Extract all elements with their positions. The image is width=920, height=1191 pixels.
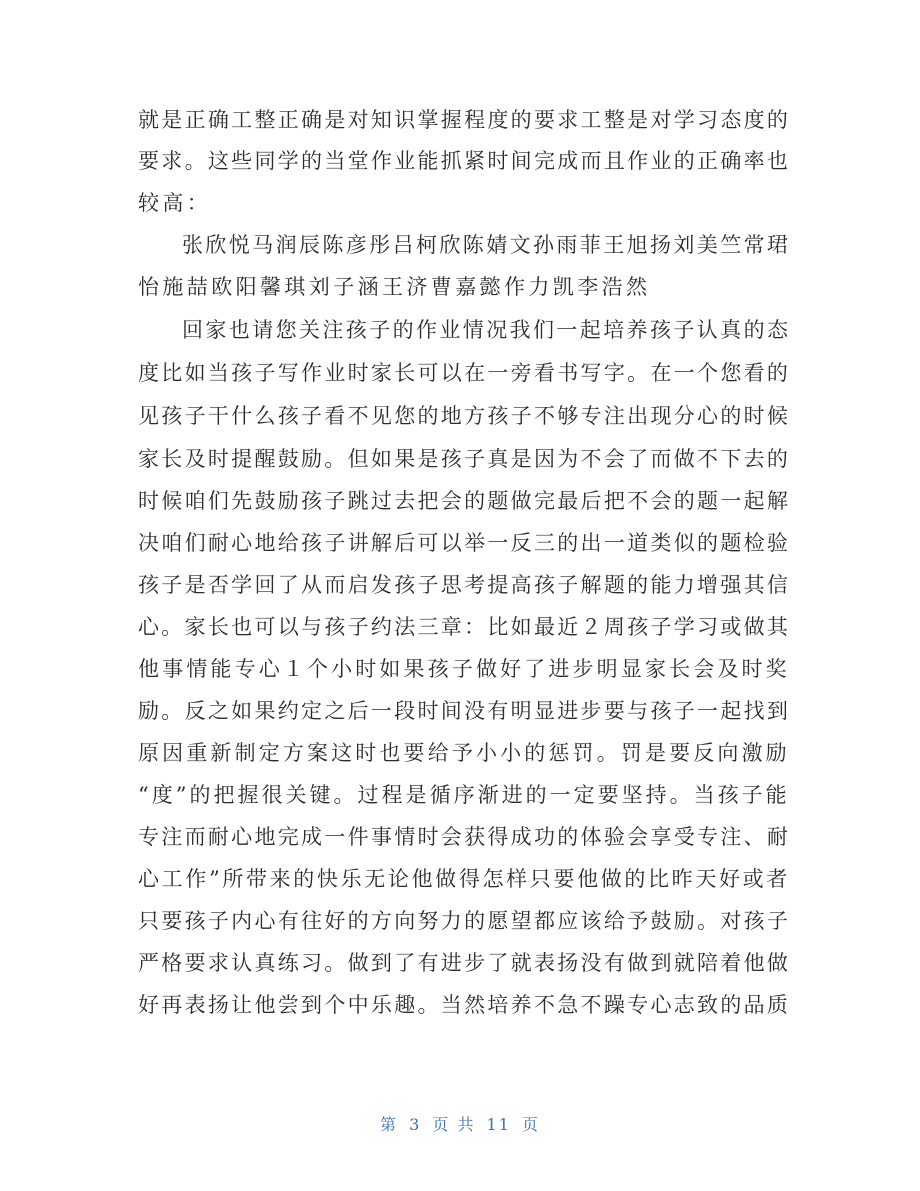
- text-line: 心。家长也可以与孩子约法三章：比如最近２周孩子学习或做其: [138, 615, 791, 639]
- text-line: 回家也请您关注孩子的作业情况我们一起培养孩子认真的态: [182, 318, 791, 342]
- text-line: 只要孩子内心有往好的方向努力的愿望都应该给予鼓励。对孩子: [138, 909, 791, 933]
- text-line: 家长及时提醒鼓励。但如果是孩子真是因为不会了而做不下去的: [138, 447, 791, 471]
- page-prefix: 第: [379, 1115, 398, 1134]
- text-line: 他事情能专心１个小时如果孩子做好了进步明显家长会及时奖: [138, 657, 790, 681]
- text-line: 见孩子干什么孩子看不见您的地方孩子不够专注出现分心的时候: [138, 404, 791, 428]
- text-line: 要求。这些同学的当堂作业能抓紧时间完成而且作业的正确率也: [138, 149, 791, 173]
- text-line: 决咱们耐心地给孩子讲解后可以举一反三的出一道类似的题检验: [138, 531, 791, 555]
- text-line: 较高：: [138, 191, 212, 215]
- text-line: 心工作”所带来的快乐无论他做得怎样只要他做的比昨天好或者: [138, 867, 790, 891]
- text-line: 怡施喆欧阳馨琪刘子涵王济曹嘉懿作力凯李浩然: [138, 275, 651, 299]
- text-line: 张欣悦马润辰陈彦彤吕柯欣陈婧文孙雨菲王旭扬刘美竺常珺: [182, 233, 791, 257]
- page-mid: 页 共: [432, 1115, 476, 1134]
- text-line: 度比如当孩子写作业时家长可以在一旁看书写字。在一个您看的: [138, 361, 791, 385]
- text-line: 就是正确工整正确是对知识掌握程度的要求工整是对学习态度的: [138, 108, 791, 132]
- text-line: 孩子是否学回了从而启发孩子思考提高孩子解题的能力增强其信: [138, 573, 791, 597]
- text-line: 好再表扬让他尝到个中乐趣。当然培养不急不躁专心志致的品质: [138, 993, 791, 1017]
- text-line: 时候咱们先鼓励孩子跳过去把会的题做完最后把不会的题一起解: [138, 489, 791, 513]
- text-line: “度”的把握很关键。过程是循序渐进的一定要坚持。当孩子能: [138, 783, 790, 807]
- text-line: 专注而耐心地完成一件事情时会获得成功的体验会享受专注、耐: [138, 825, 791, 849]
- page-total: 11: [486, 1115, 511, 1134]
- page-current: 3: [409, 1115, 422, 1134]
- text-line: 原因重新制定方案这时也要给予小小的惩罚。罚是要反向激励: [138, 741, 790, 765]
- text-line: 励。反之如果约定之后一段时间没有明显进步要与孩子一起找到: [138, 699, 791, 723]
- text-line: 严格要求认真练习。做到了有进步了就表扬没有做到就陪着他做: [138, 951, 791, 975]
- page-number-footer: [0, 1112, 920, 1135]
- page-suffix: 页: [522, 1115, 541, 1134]
